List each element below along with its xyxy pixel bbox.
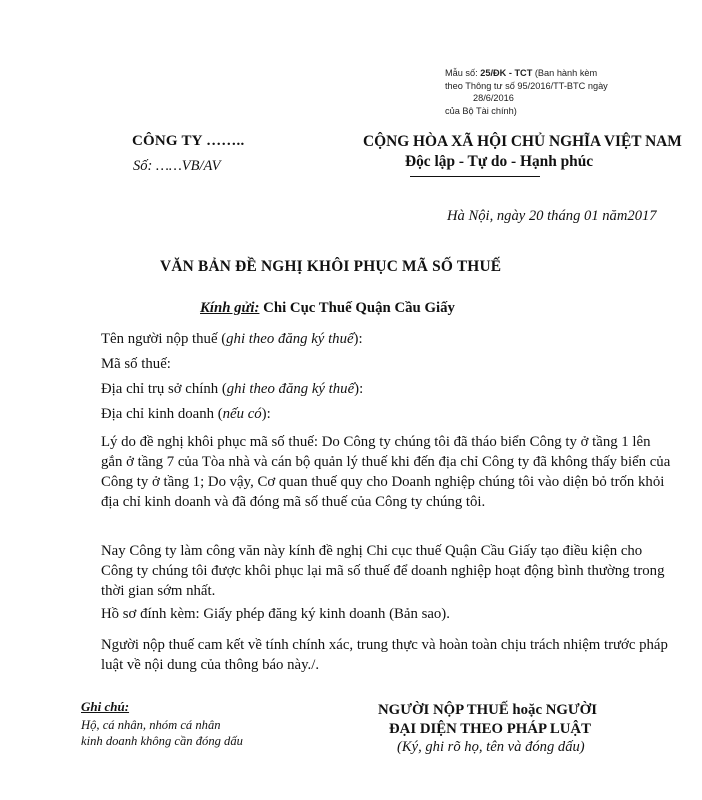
signature-title-line-2: ĐẠI DIỆN THEO PHÁP LUẬT (389, 721, 591, 737)
commitment-paragraph: Người nộp thuế cam kết về tính chính xác, trung thực và hoàn toàn chịu trách nhiệm trước pháp luật về nội dung của thông báo này./. (101, 637, 668, 673)
place-and-date: Hà Nội, ngày 20 tháng 01 năm2017 (447, 208, 657, 224)
notes-line-2: kinh doanh không cần đóng dấu (81, 734, 243, 748)
business-address-field: Địa chỉ kinh doanh (nếu có): (101, 406, 271, 422)
document-number: Số: ……VB/AV (133, 158, 221, 174)
taxpayer-name-field: Tên người nộp thuế (ghi theo đăng ký thuế): (101, 331, 363, 347)
signature-instruction: (Ký, ghi rõ họ, tên và đóng dấu) (397, 739, 585, 755)
form-note-line-2: theo Thông tư số 95/2016/TT-BTC ngày (445, 80, 608, 91)
signature-title-line-1: NGƯỜI NỘP THUẾ hoặc NGƯỜI (378, 702, 597, 718)
recipient-name: Chi Cục Thuế Quận Cầu Giấy (259, 300, 455, 316)
document-title: VĂN BẢN ĐỀ NGHỊ KHÔI PHỤC MÃ SỐ THUẾ (160, 258, 502, 275)
form-note-line-1: Mẫu số: 25/ĐK - TCT (Ban hành kèm (445, 68, 598, 78)
motto-underline-divider (410, 176, 540, 177)
recipient-line (200, 300, 455, 317)
form-note-line-4: của Bộ Tài chính) (445, 105, 517, 116)
head-office-address-field: Địa chỉ trụ sở chính (ghi theo đăng ký thuế): (101, 381, 364, 397)
national-motto: Độc lập - Tự do - Hạnh phúc (405, 153, 594, 170)
request-paragraph: Nay Công ty làm công văn này kính đề nghị Chi cục thuế Quận Cầu Giấy tạo điều kiện cho Công ty chúng tôi được khôi phục lại mã số thuế để doanh nghiệp hoạt động bình thường trong thời gian sớm nhất. (101, 543, 665, 599)
company-name: CÔNG TY …….. (132, 133, 245, 149)
tax-code-field: Mã số thuế: (101, 356, 171, 372)
form-reference-note (445, 67, 608, 117)
notes-heading: Ghi chú: (81, 699, 130, 714)
recipient-label: Kính gửi: (200, 300, 260, 316)
notes-line-1: Hộ, cá nhân, nhóm cá nhân (81, 718, 221, 732)
reason-paragraph: Lý do đề nghị khôi phục mã số thuế: Do Công ty chúng tôi đã tháo biển Công ty ở tầng 1 lên gắn ở tầng 7 của Tòa nhà và cán bộ quản lý thuế khi đến địa chỉ Công ty đã không thấy biển của Công ty ở tầng 1; Do vậy, Cơ quan thuế quy cho Doanh nghiệp chúng tôi vào diện bỏ trốn khỏi địa chỉ kinh doanh và đã đóng mã số thuế của Công ty chúng tôi. (101, 434, 671, 510)
form-note-line-3: 28/6/2016 (473, 93, 514, 104)
attachment-paragraph: Hồ sơ đính kèm: Giấy phép đăng ký kinh doanh (Bản sao). (101, 606, 450, 622)
national-title: CỘNG HÒA XÃ HỘI CHỦ NGHĨA VIỆT NAM (363, 133, 682, 150)
form-number: 25/ĐK - TCT (480, 68, 533, 78)
